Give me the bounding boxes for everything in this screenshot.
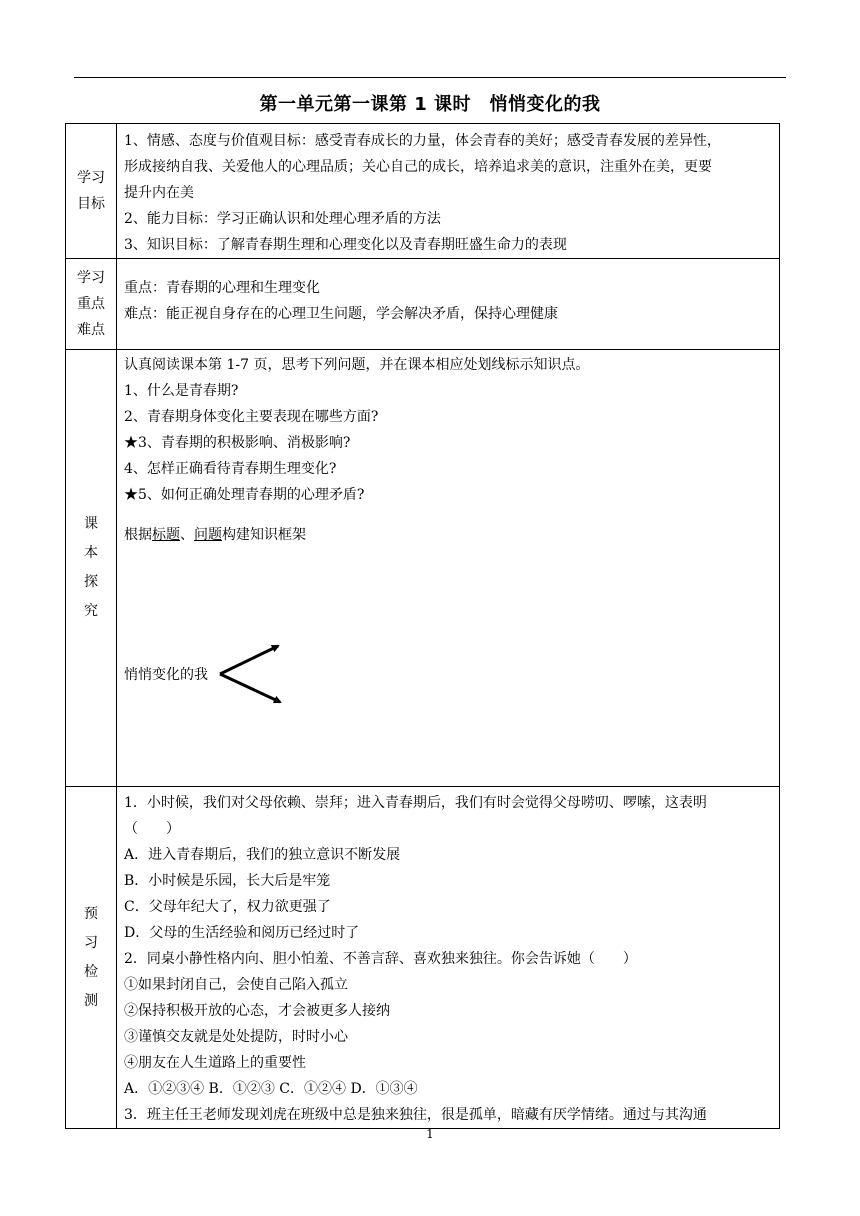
explore-row [66,350,780,787]
focus-label [66,259,117,350]
explore-label-char: 本 [84,545,98,561]
page-number: 1 [426,1127,434,1141]
explore-intro: 认真阅读课本第 1-7 页，思考下列问题，并在课本相应处划线标示知识点。 [124,357,590,373]
check-label-char: 检 [84,963,98,980]
focus-label-line: 难点 [77,322,105,338]
focus-row [66,259,780,350]
explore-question: 2、青春期身体变化主要表现在哪些方面? [124,409,379,425]
check-row [66,787,780,1129]
explore-label [66,350,117,787]
explore-question: 1、什么是青春期? [124,383,239,399]
goals-row [66,124,780,259]
goals-line: 3、知识目标：了解青春期生理和心理变化以及青春期旺盛生命力的表现 [124,237,567,253]
check-line: 2．同桌小静性格内向、胆小怕羞、不善言辞、喜欢独来独往。你会告诉她（ ） [124,951,637,967]
check-line: D．父母的生活经验和阅历已经过时了 [124,925,360,941]
header-rule [74,77,786,78]
spacer [124,508,772,522]
framework-suffix: 构建知识框架 [222,527,306,543]
explore-label-char: 探 [84,574,98,590]
goals-line: 2、能力目标：学习正确认识和处理心理矛盾的方法 [124,211,441,227]
check-line: B．小时候是乐园，长大后是牢笼 [124,873,331,889]
check-line: 1．小时候，我们对父母依赖、崇拜；进入青春期后，我们有时会觉得父母唠叨、啰嗦，这表明 [124,795,707,811]
goals-label-line: 学习 [77,170,105,186]
page-title: 第一单元第一课第 1 课时 悄悄变化的我 [259,94,601,115]
goals-content [117,124,780,259]
goals-line: 形成接纳自我、关爱他人的心理品质；关心自己的成长，培养追求美的意识，注重外在美，更要 [124,159,712,175]
framework-link-title: 标题 [152,527,180,543]
check-line: 3．班主任王老师发现刘虎在班级中总是独来独往，很是孤单，暗藏有厌学情绪。通过与其沟通 [124,1107,707,1123]
explore-question: ★3、青春期的积极影响、消极影响? [124,435,351,451]
focus-content [117,259,780,350]
check-line: C．父母年纪大了，权力欲更强了 [124,899,331,915]
knowledge-framework [124,548,772,698]
check-line: ④朋友在人生道路上的重要性 [124,1055,306,1071]
explore-question: 4、怎样正确看待青春期生理变化? [124,461,337,477]
framework-link-question: 问题 [194,527,222,543]
explore-question: ★5、如何正确处理青春期的心理矛盾? [124,487,365,503]
framework-instruction [124,522,772,548]
branch-arrows-icon [216,640,296,710]
framework-sep: 、 [180,527,194,543]
explore-content [117,350,780,787]
check-line: ①如果封闭自己，会使自己陷入孤立 [124,977,348,993]
lesson-table [65,123,780,1129]
focus-line: 难点：能正视自身存在的心理卫生问题，学会解决矛盾，保持心理健康 [124,306,558,322]
lower-arrow [220,674,280,702]
check-line: ③谨慎交友就是处处提防，时时小心 [124,1029,348,1045]
check-line: A．①②③④ B．①②③ C．①②④ D．①③④ [124,1081,418,1097]
check-label-char: 预 [84,905,98,922]
check-label-char: 习 [84,934,98,951]
goals-line: 1、情感、态度与价值观目标：感受青春成长的力量，体会青春的美好；感受青春发展的差异性， [124,133,721,149]
upper-arrow [220,646,278,674]
goals-label [66,124,117,259]
check-label-char: 测 [84,992,98,1009]
goals-label-line: 目标 [77,196,105,212]
explore-label-char: 究 [84,603,98,619]
focus-line: 重点：青春期的心理和生理变化 [124,280,320,296]
explore-label-char: 课 [84,516,98,532]
focus-label-line: 重点 [77,296,105,312]
check-content [117,787,780,1129]
check-label [66,787,117,1129]
framework-root-label: 悄悄变化的我 [124,667,208,683]
framework-prefix: 根据 [124,527,152,543]
check-line: A．进入青春期后，我们的独立意识不断发展 [124,847,401,863]
check-line: （ ） [124,821,180,837]
focus-label-line: 学习 [77,270,105,286]
check-line: ②保持积极开放的心态，才会被更多人接纳 [124,1003,390,1019]
goals-line: 提升内在美 [124,185,194,201]
